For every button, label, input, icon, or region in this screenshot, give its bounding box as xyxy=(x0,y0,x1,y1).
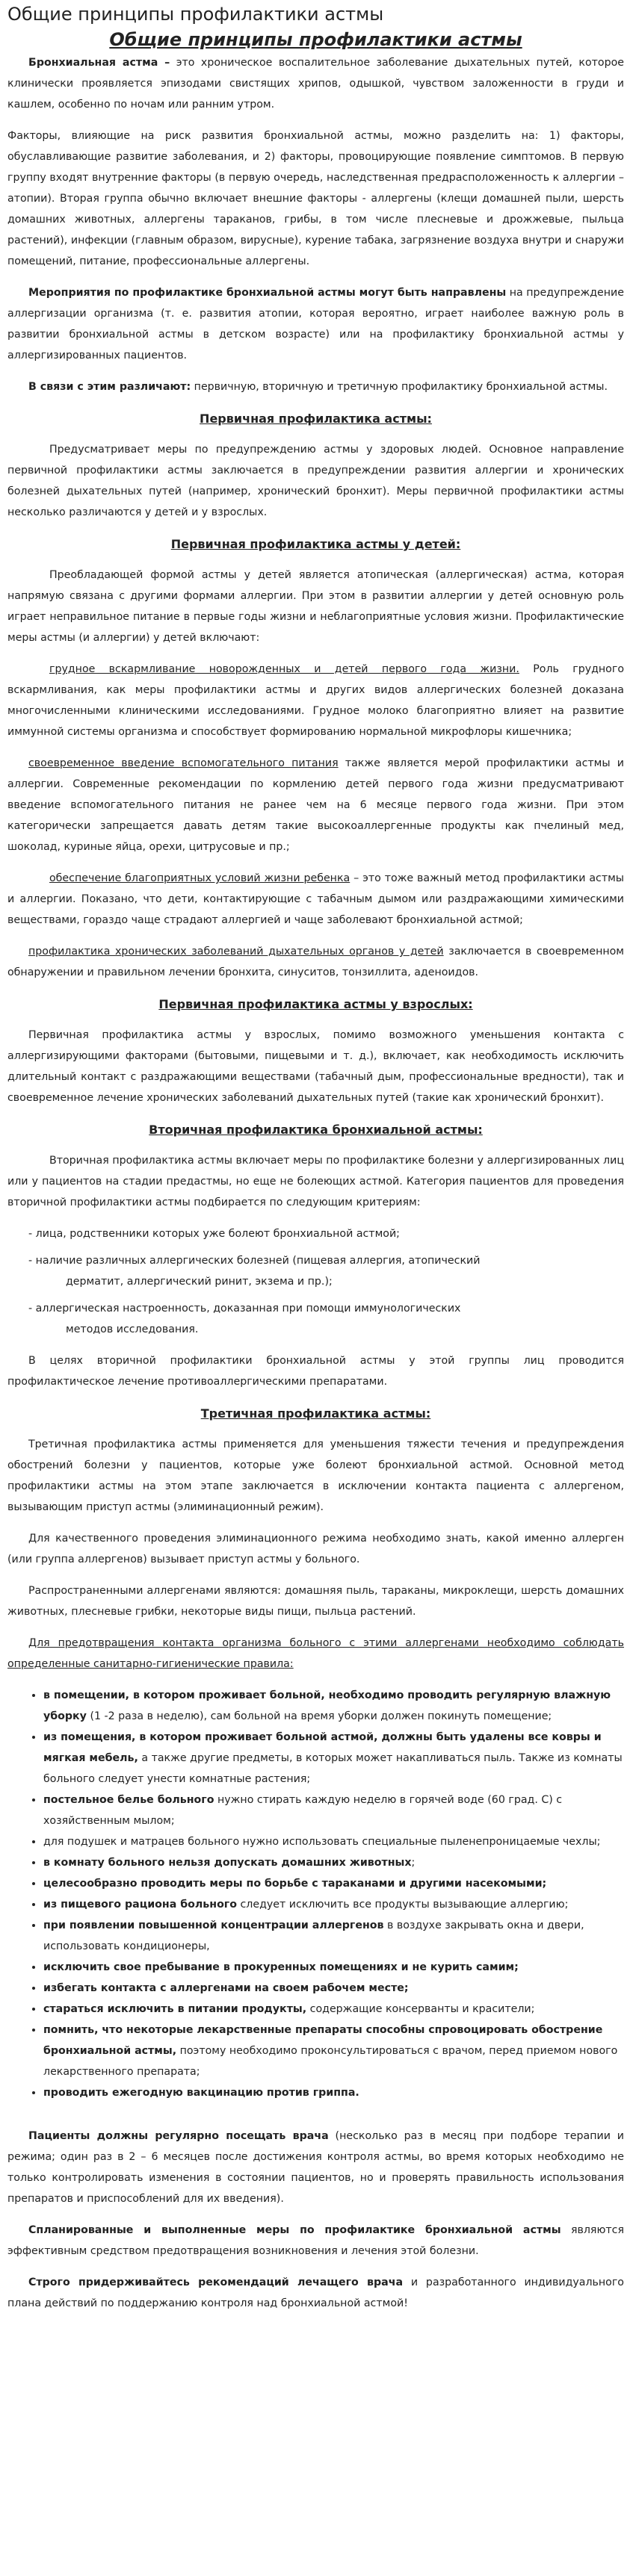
list-item: • избегать контакта с аллергенами на своем рабочем месте; xyxy=(43,1978,624,1999)
list-item: • из пищевого рациона больного следует исключить все продукты вызывающие аллергию; xyxy=(43,1894,624,1915)
list-item: • исключить свое пребывание в прокуренных помещениях и не курить самим; xyxy=(43,1957,624,1978)
list-item: • целесообразно проводить меры по борьбе с тараканами и другими насекомыми; xyxy=(43,1873,624,1894)
list-item: • постельное белье больного нужно стирать каждую неделю в горячей воде (60 град. С) с хозяйственным мылом; xyxy=(43,1790,624,1831)
asthma-term: Бронхиальная астма – xyxy=(28,57,170,69)
primary-paragraph: Предусматривает меры по предупреждению астмы у здоровых людей. Основное направление первичной профилактики астмы заключается в предупреждении развития аллергии и хронических болезней дыхательных путей (например, хронический бронхит). Меры первичной профилактики астмы несколько различаются у детей и у взрослых. xyxy=(7,444,624,518)
article-title: Общие принципы профилактики астмы xyxy=(109,29,522,50)
secondary-heading: Вторичная профилактика бронхиальной астмы: xyxy=(149,1123,483,1137)
list-item: • проводить ежегодную вакцинацию против гриппа. xyxy=(43,2082,624,2103)
children-heading: Первичная профилактика астмы у детей: xyxy=(170,537,461,551)
final-paragraph-3: Строго придерживайтесь рекомендаций лечащего врача и разработанного индивидуального плана действий по поддержанию контроля над бронхиальной астмой! xyxy=(7,2276,624,2309)
list-item: • при появлении повышенной концентрации аллергенов в воздухе закрывать окна и двери, использовать кондиционеры, xyxy=(43,1915,624,1957)
tertiary-paragraph-1: Третичная профилактика астмы применяется для уменьшения тяжести течения и предупреждения обострений болезни у пациентов, которые уже болеют бронхиальной астмой. Основной метод профилактики астмы на этом этапе заключается в исключении контакта пациента с аллергеном, вызывающим приступ астмы (элиминационный режим). xyxy=(7,1438,624,1513)
list-item: • в помещении, в котором проживает больной, необходимо проводить регулярную влажную уборку (1 -2 раза в неделю), сам больной на время уборки должен покинуть помещение; xyxy=(43,1685,624,1727)
list-item: - аллергическая настроенность, доказанная при помощи иммунологических методов исследования. xyxy=(28,1303,461,1335)
list-item: • в комнату больного нельзя допускать домашних животных; xyxy=(43,1852,624,1873)
list-item: - лица, родственники которых уже болеют бронхиальной астмой; xyxy=(28,1228,400,1240)
list-item: • стараться исключить в питании продукты, содержащие консерванты и красители; xyxy=(43,1999,624,2020)
adults-heading: Первичная профилактика астмы у взрослых: xyxy=(158,997,473,1011)
final-paragraph-2: Спланированные и выполненные меры по профилактике бронхиальной астмы являются эффективным средством предотвращения возникновения и лечения этой болезни. xyxy=(7,2224,624,2257)
final-paragraph-1: Пациенты должны регулярно посещать врача (несколько раз в месяц при подборе терапии и режима; один раз в 2 – 6 месяцев после достижения контроля астмы, во время которых необходимо не только контролировать изменения в состоянии пациентов, но и проверять правильность использования препаратов и приспособлений для их введения). xyxy=(7,2130,625,2205)
children-item: своевременное введение вспомогательного питания также является мерой профилактики астмы и аллергии. Современные рекомендации по кормлению детей первого года жизни предусматривают введение вспомогательного питания не ранее чем на 6 месяце первого года жизни. При этом категорически запрещается давать детям такие высокоаллергенные продукты как пчелиный мед, шоколад, куриные яйца, орехи, цитрусовые и пр.; xyxy=(7,757,624,853)
intro-paragraph-1: Бронхиальная астма – это хроническое воспалительное заболевание дыхательных путей, которое клинически проявляется эпизодами свистящих хрипов, одышкой, чувством заложенности в груди и кашлем, особенно по ночам или ранним утром. xyxy=(7,57,625,111)
secondary-intro: Вторичная профилактика астмы включает меры по профилактике болезни у аллергизированных лиц или у пациентов на стадии предастмы, но еще не болеющих астмой. Категория пациентов для проведения вторичной профилактики астмы подбирается по следующим критериям: xyxy=(7,1155,624,1208)
primary-heading: Первичная профилактика астмы: xyxy=(200,412,432,426)
intro-paragraph-4: В связи с этим различают: первичную, вторичную и третичную профилактику бронхиальной астмы. xyxy=(28,381,608,393)
list-item: • из помещения, в котором проживает больной астмой, должны быть удалены все ковры и мягкая мебель, а также другие предметы, в которых может накапливаться пыль. Также из комнаты больного следует унести комнатные растения; xyxy=(43,1727,624,1790)
tertiary-heading: Третичная профилактика астмы: xyxy=(200,1406,431,1421)
children-intro: Преобладающей формой астмы у детей является атопическая (аллергическая) астма, которая напрямую связана с другими формами аллергии. При этом в развитии аллергии у детей основную роль играет неправильное питание в первые годы жизни и неблагоприятные условия жизни. Профилактические меры астмы (и аллергии) у детей включают: xyxy=(7,569,624,644)
criteria-list xyxy=(7,1223,624,1340)
children-item: грудное вскармливание новорожденных и детей первого года жизни. Роль грудного вскармливания, как меры профилактики астмы и других видов аллергических болезней доказана многочисленными клиническими исследованиями. Грудное молоко благоприятно влияет на развитие иммунной системы организма и способствует формированию нормальной микрофлоры кишечника; xyxy=(7,663,624,738)
secondary-outro: В целях вторичной профилактики бронхиальной астмы у этой группы лиц проводится профилактическое лечение противоаллергическими препаратами. xyxy=(7,1355,624,1388)
tertiary-paragraph-4: Для предотвращения контакта организма больного с этими аллергенами необходимо соблюдать определенные санитарно-гигиенические правила: xyxy=(7,1637,624,1670)
tertiary-paragraph-2: Для качественного проведения элиминационного режима необходимо знать, какой именно аллерген (или группа аллергенов) вызывает приступ астмы у больного. xyxy=(7,1533,624,1565)
page-title: Общие принципы профилактики астмы xyxy=(7,4,384,25)
list-item: • помнить, что некоторые лекарственные препараты способны спровоцировать обострение бронхиальной астмы, поэтому необходимо проконсультироваться с врачом, перед приемом нового лекарственного препарата; xyxy=(43,2020,624,2082)
intro-paragraph-2: Факторы, влияющие на риск развития бронхиальной астмы, можно разделить на: 1) факторы, обуславливающие развитие заболевания, и 2) факторы, провоцирующие появление симптомов. В первую группу входят внутренние факторы (в первую очередь, наследственная предрасположенность к аллергии – атопии). Вторая группа обычно включает внешние факторы - аллергены (клещи домашней пыли, шерсть домашних животных, аллергены тараканов, грибы, в том числе плесневые и дрожжевые, пыльца растений), инфекции (главным образом, вирусные), курение табака, загрязнение воздуха внутри и снаружи помещений, питание, профессиональные аллергены. xyxy=(7,130,624,267)
intro-paragraph-3: Мероприятия по профилактике бронхиальной астмы могут быть направлены на предупреждение аллергизации организма (т. е. развития атопии, которая вероятно, играет наиболее важную роль в развитии бронхиальной астмы в детском возрасте) или на профилактику бронхиальной астмы у аллергизированных пациентов. xyxy=(7,287,624,361)
rules-list xyxy=(7,1685,624,2103)
adults-paragraph: Первичная профилактика астмы у взрослых, помимо возможного уменьшения контакта с аллергизирующими факторами (бытовыми, пищевыми и т. д.), включает, как необходимость исключить длительный контакт с раздражающими веществами (табачный дым, профессиональные вредности), так и своевременное лечение хронических заболеваний дыхательных путей (такие как хронический бронхит). xyxy=(7,1029,624,1104)
list-item: • для подушек и матрацев больного нужно использовать специальные пыленепроницаемые чехлы; xyxy=(43,1831,624,1852)
children-item: обеспечение благоприятных условий жизни ребенка – это тоже важный метод профилактики астмы и аллергии. Показано, что дети, контактирующие с табачным дымом или раздражающими химическими веществами, гораздо чаще страдают аллергией и чаще заболевают бронхиальной астмой; xyxy=(7,872,625,926)
list-item: - наличие различных аллергических болезней (пищевая аллергия, атопический дерматит, аллергический ринит, экзема и пр.); xyxy=(28,1255,481,1288)
children-item: профилактика хронических заболеваний дыхательных органов у детей заключается в своевременном обнаружении и правильном лечении бронхита, синуситов, тонзиллита, аденоидов. xyxy=(7,946,625,978)
tertiary-paragraph-3: Распространенными аллергенами являются: домашняя пыль, тараканы, микроклещи, шерсть домашних животных, плесневые грибки, некоторые виды пищи, пыльца растений. xyxy=(7,1585,624,1618)
